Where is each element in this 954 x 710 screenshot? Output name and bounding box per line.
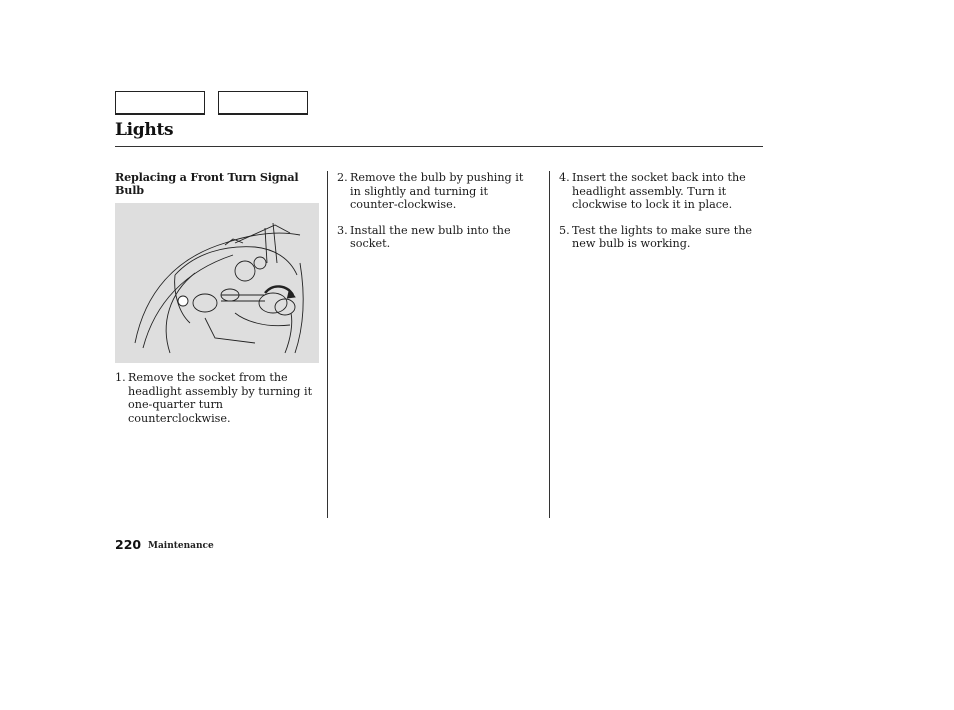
step-number: 4. — [559, 171, 570, 184]
column-middle — [337, 171, 537, 263]
title-divider — [115, 146, 763, 147]
instruction-step — [559, 224, 759, 251]
step-number: 2. — [337, 171, 348, 184]
next-section-tab[interactable] — [218, 91, 308, 115]
instruction-step — [559, 171, 759, 212]
column-right — [559, 171, 759, 263]
step-text: Test the lights to make sure the new bulb is working. — [572, 223, 753, 251]
instruction-step — [115, 371, 321, 425]
step-text: Remove the socket from the headlight assembly by turning it one-quarter turn counterclockwise. — [128, 371, 313, 425]
step-number: 1. — [115, 371, 126, 384]
section-heading: Replacing a Front Turn Signal Bulb — [115, 170, 299, 197]
step-text: Insert the socket back into the headlight assembly. Turn it clockwise to lock it in place. — [572, 171, 746, 212]
column-left — [115, 171, 321, 437]
column-divider — [549, 171, 550, 518]
footer-section-name: Maintenance — [148, 541, 214, 551]
instruction-step — [337, 171, 537, 212]
step-text: Remove the bulb by pushing it in slightly and turning it counter-clockwise. — [350, 171, 524, 212]
step-number: 3. — [337, 223, 348, 237]
column-divider — [327, 171, 328, 518]
step-number: 5. — [559, 223, 570, 237]
instruction-step — [337, 224, 537, 251]
previous-section-tab[interactable] — [115, 91, 205, 115]
step-text: Install the new bulb into the socket. — [350, 223, 511, 251]
page-number: 220 — [115, 537, 142, 552]
headlight-socket-illustration-icon — [115, 203, 319, 363]
page-title: Lights — [115, 120, 174, 140]
